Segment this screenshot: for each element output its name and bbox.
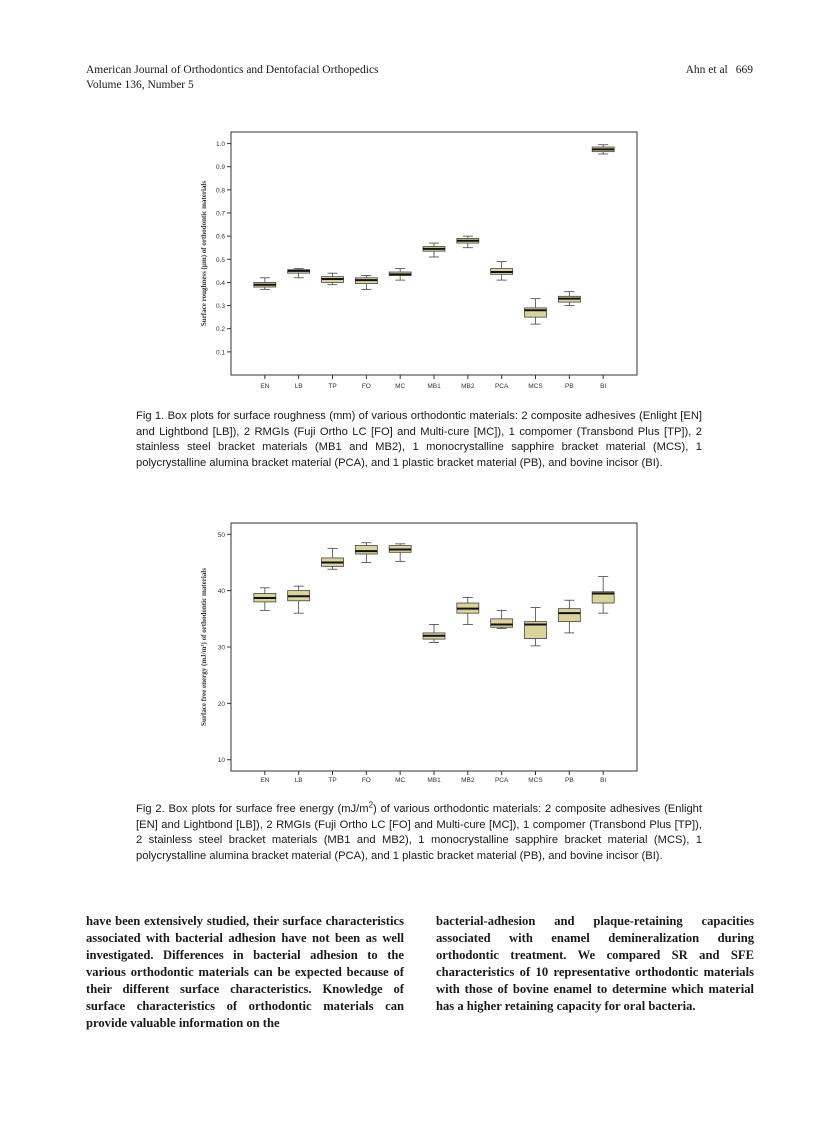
figure-2: [195, 521, 645, 791]
y-tick-label: 50: [217, 531, 225, 539]
figure-2-caption-sup: 2: [368, 800, 374, 810]
iqr-box: [491, 619, 513, 627]
box-mc: [389, 269, 411, 281]
box-pb: [558, 600, 580, 633]
box-en: [254, 588, 276, 611]
x-tick-label: PCA: [494, 777, 509, 784]
y-tick-label: 0.2: [215, 326, 225, 334]
x-tick-label: PB: [564, 777, 574, 784]
y-tick-label: 0.4: [215, 279, 225, 287]
x-tick-label: MC: [395, 777, 406, 784]
box-mcs: [525, 608, 547, 646]
box-pca: [491, 262, 513, 281]
box-en: [254, 278, 276, 290]
box-mcs: [525, 299, 547, 324]
x-tick-label: MB1: [427, 383, 441, 390]
x-tick-label: MCS: [528, 777, 543, 784]
y-tick-label: 0.7: [215, 210, 225, 218]
page-number: 669: [735, 64, 753, 76]
box-fo: [355, 543, 377, 563]
y-tick-label: 1.0: [215, 141, 225, 149]
y-tick-label: 10: [217, 757, 225, 765]
x-tick-label: MB2: [461, 383, 475, 390]
y-tick-label: 20: [217, 700, 225, 708]
figure-2-caption-pre: Box plots for surface free energy (mJ/m: [168, 803, 369, 815]
y-tick-label: 0.6: [215, 233, 225, 241]
iqr-box: [558, 609, 580, 622]
y-tick-label: 30: [217, 644, 225, 652]
x-tick-label: EN: [260, 383, 270, 390]
box-lb: [288, 586, 310, 613]
figure-2-caption-post: ) of various orthodontic materials: 2 composite adhesives (Enlight [EN] and Lightbond [LB]), 2 RMGIs (Fuji Ortho LC [FO] and Multi-cure [MC]), 1 compomer (Transbond Plus [TP]), 2 stainless steel bracket materials (MB1 and MB2), 1 monocrystalline sapphire bracket material (MCS), 1 polycrystalline alumina bracket material (PCA), and 1 plastic bracket material (PB), and bovine incisor (BI).: [136, 803, 702, 862]
figure-2-caption: [136, 802, 702, 864]
body-text-left-column: have been extensively studied, their surface characteristics associated with bacterial adhesion have not been as well investigated. Differences in bacterial adhesion to the various orthodontic materials can be expected because of their different surface characteristics. Knowledge of surface characteristics of orthodontic materials can provide valuable information on the: [86, 914, 404, 1030]
x-tick-label: MCS: [528, 383, 543, 390]
box-lb: [288, 269, 310, 278]
x-tick-label: PCA: [494, 383, 509, 390]
x-tick-label: TP: [328, 383, 337, 390]
box-mb1: [423, 243, 445, 257]
y-axis-label: Surface roughness (μm) of orthodontic materials: [200, 180, 208, 327]
y-tick-label: 0.5: [215, 256, 225, 264]
box-mb2: [457, 236, 479, 248]
iqr-box: [355, 546, 377, 554]
box-bi: [592, 145, 614, 154]
figure-1-label: Fig 1.: [136, 410, 165, 422]
figure-2-label: Fig 2.: [136, 803, 165, 815]
x-tick-label: EN: [260, 777, 270, 784]
x-tick-label: FO: [361, 383, 371, 390]
box-tp: [322, 273, 344, 285]
x-tick-label: TP: [328, 777, 337, 784]
x-tick-label: PB: [564, 383, 574, 390]
x-tick-label: MB1: [427, 777, 441, 784]
box-fo: [355, 275, 377, 289]
y-axis-label: Surface free energy (mJ/m²) of orthodontic materials: [200, 568, 208, 726]
box-mb2: [457, 597, 479, 624]
box-bi: [592, 577, 614, 614]
figure-1-chart: [195, 130, 645, 398]
author-label: Ahn et al: [685, 64, 728, 76]
box-mc: [389, 544, 411, 561]
y-tick-label: 0.9: [215, 164, 225, 172]
y-tick-label: 0.8: [215, 187, 225, 195]
figure-1-caption-text: Box plots for surface roughness (mm) of various orthodontic materials: 2 composite adhesives (Enlight [EN] and Lightbond [LB]), 2 RMGIs (Fuji Ortho LC [FO] and Multi-cure [MC]), 1 compomer (Transbond Plus [TP]), 2 stainless steel bracket materials (MB1 and MB2), 1 monocrystalline sapphire bracket material (MCS), 1 polycrystalline alumina bracket material (PCA), and 1 plastic bracket material (PB), and bovine incisor (BI).: [136, 410, 703, 469]
figure-2-chart: [195, 521, 645, 791]
figure-1: [195, 130, 645, 398]
plot-frame: [231, 523, 637, 771]
box-pb: [558, 292, 580, 306]
volume-number: Volume 136, Number 5: [86, 79, 194, 91]
box-mb1: [423, 624, 445, 642]
x-tick-label: BI: [600, 383, 607, 390]
x-tick-label: MC: [395, 383, 406, 390]
x-tick-label: LB: [294, 383, 303, 390]
x-tick-label: FO: [361, 777, 371, 784]
x-tick-label: LB: [294, 777, 303, 784]
y-tick-label: 0.1: [215, 349, 225, 357]
y-tick-label: 0.3: [215, 303, 225, 311]
x-tick-label: BI: [600, 777, 607, 784]
x-tick-label: MB2: [461, 777, 475, 784]
running-header-left: [86, 63, 379, 93]
journal-name: American Journal of Orthodontics and Dentofacial Orthopedics: [86, 64, 379, 76]
body-text-right-column: bacterial-adhesion and plaque-retaining capacities associated with enamel demineralization during orthodontic treatment. We compared SR and SFE characteristics of 10 representative orthodontic materials with those of bovine enamel to determine which material has a higher retaining capacity for oral bacteria.: [436, 914, 754, 1013]
box-tp: [322, 548, 344, 569]
y-tick-label: 40: [217, 588, 225, 596]
running-header-right: [686, 63, 753, 78]
box-pca: [491, 610, 513, 628]
figure-1-caption: [136, 409, 702, 471]
